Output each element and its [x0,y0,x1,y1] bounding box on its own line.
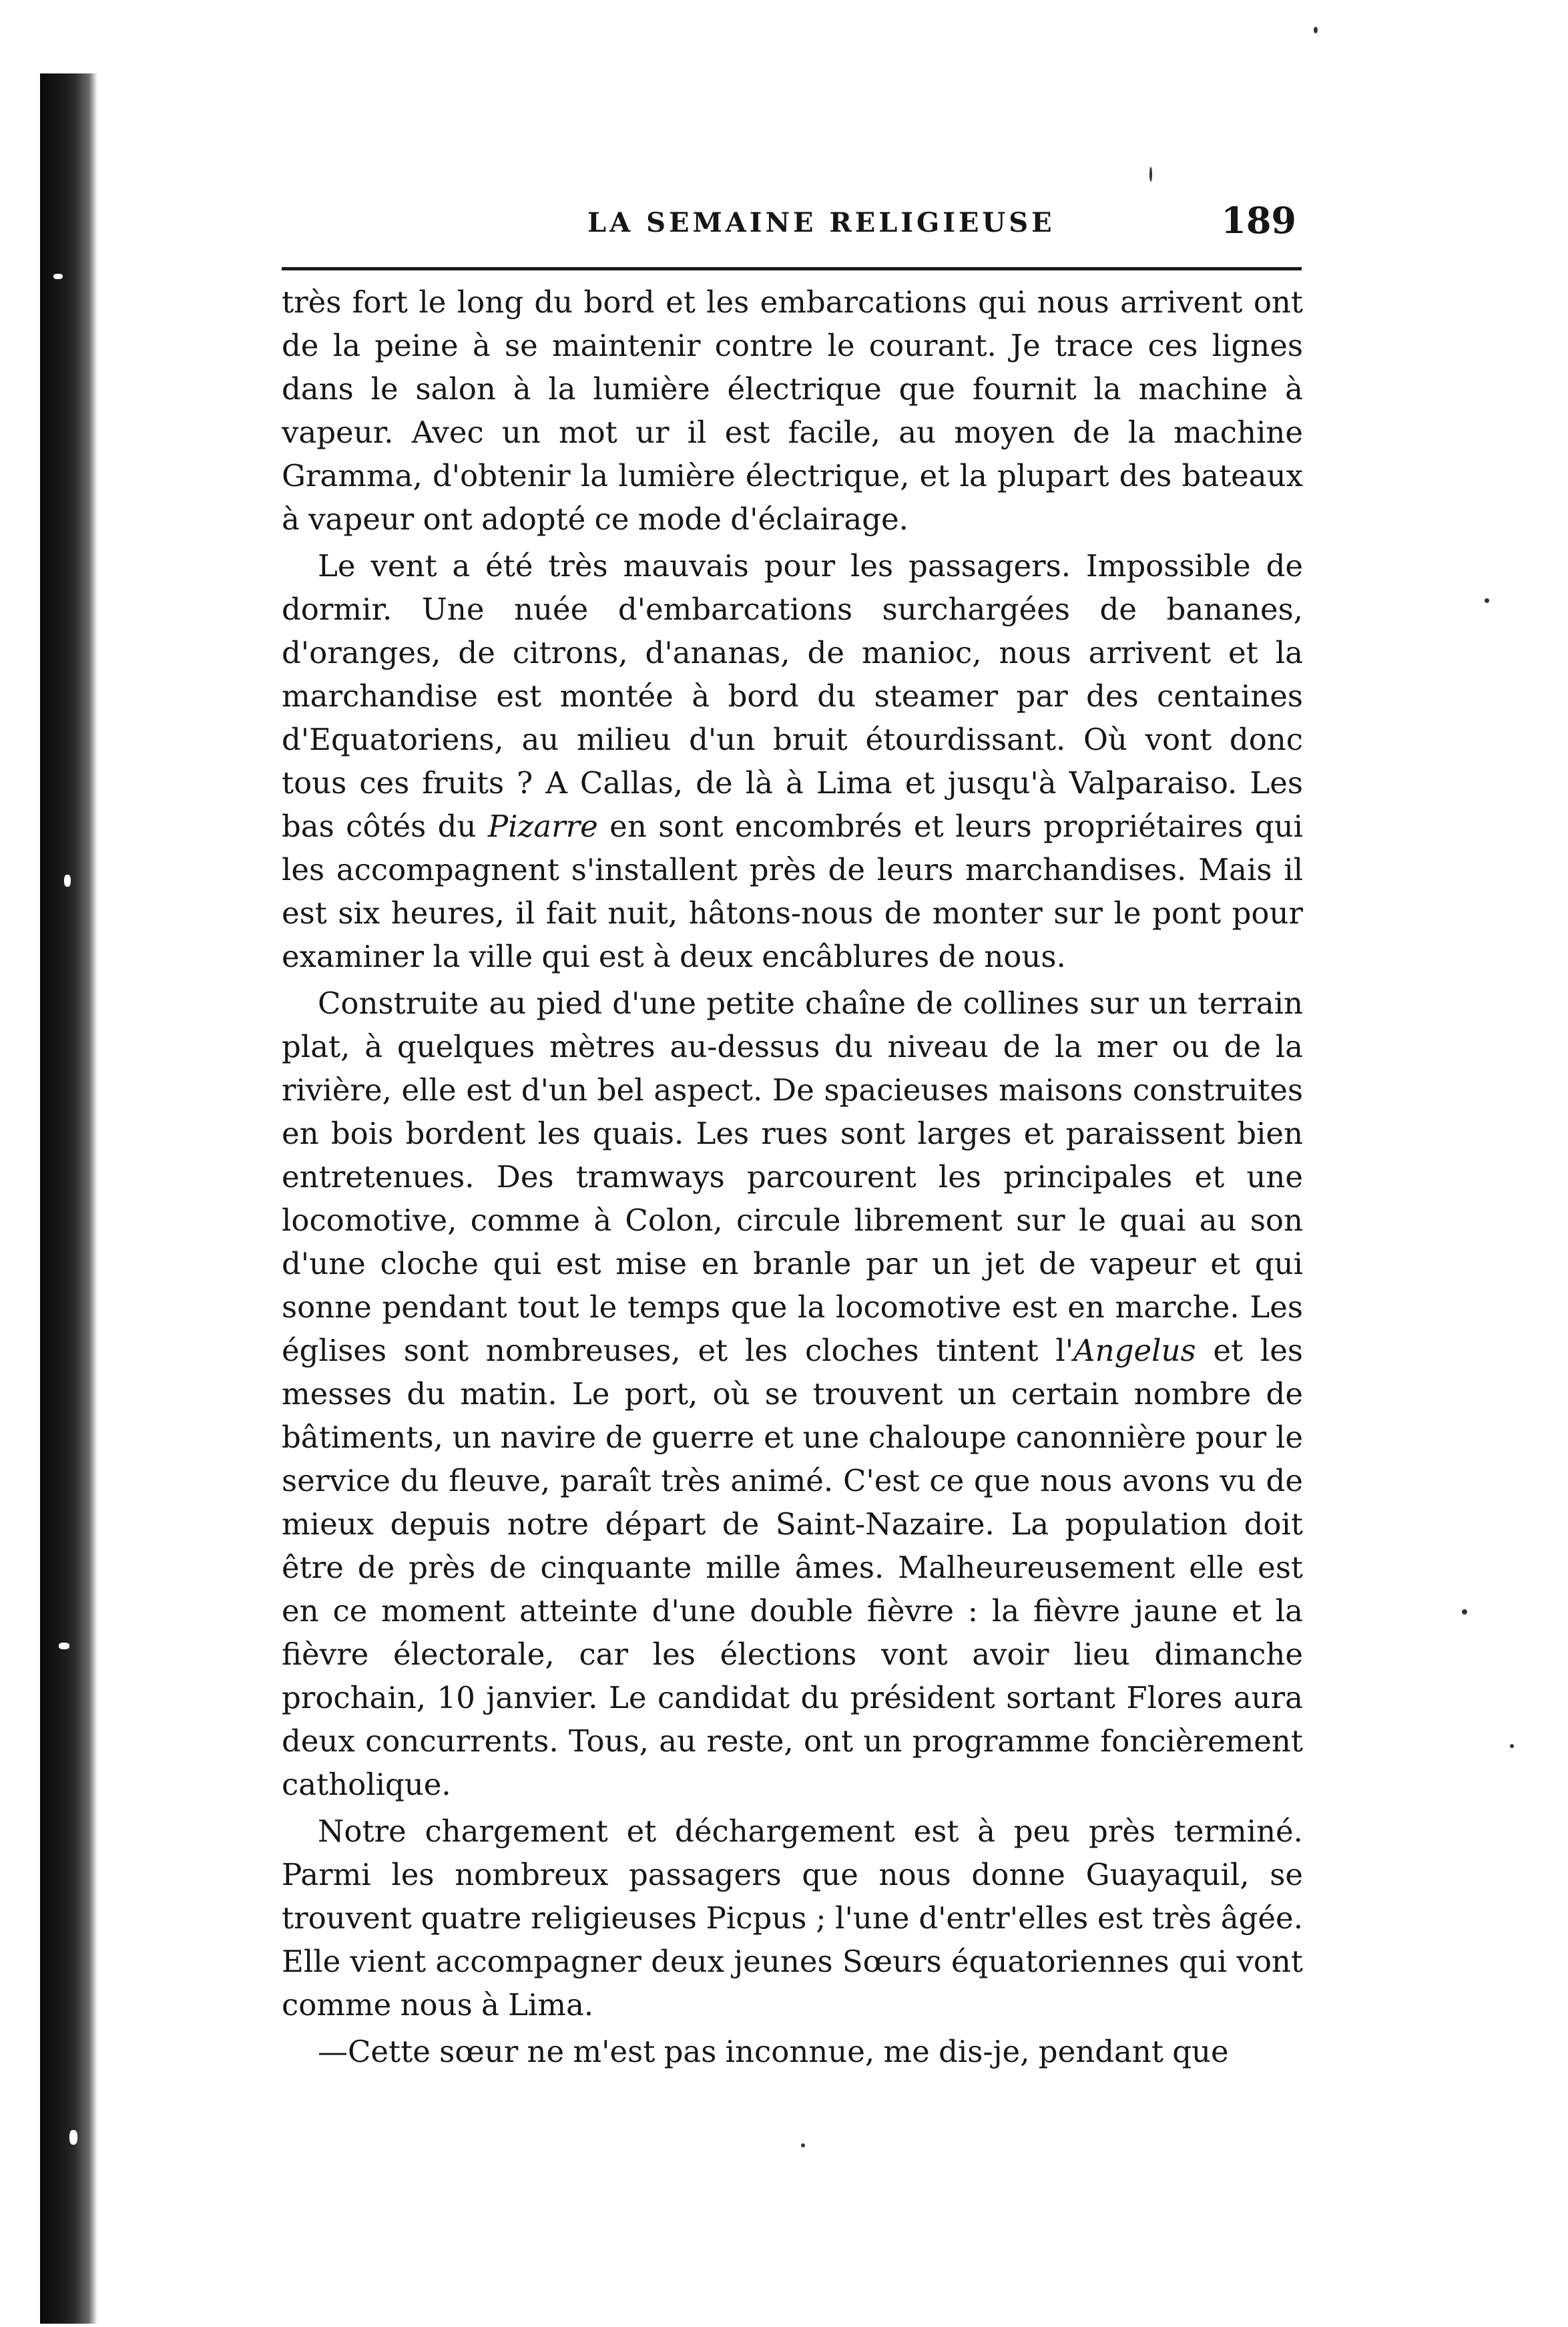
scan-speck [1510,1744,1514,1748]
book-binding-edge [40,73,97,2324]
header-rule [282,267,1302,270]
paragraph-4: Notre chargement et déchargement est à peu près terminé. Parmi les nombreux passagers que nous donne Guayaquil, se trouvent quatre religieuses Picpus ; l'une d'entr'elles est très âgée. Elle vient accompagner deux jeunes Sœurs équatoriennes qui vont comme nous à Lima. [282,1814,1303,2023]
paragraph-1: très fort le long du bord et les embarcations qui nous arrivent ont de la peine à se maintenir contre le courant. Je trace ces lignes dans le salon à la lumière électrique que fournit la machine à vapeur. Avec un mot ur il est facile, au moyen de la machine Gramma, d'obtenir la lumière électrique, et la plupart des bateaux à vapeur ont adopté ce mode d'éclairage. [282,284,1303,537]
scan-speck [1485,598,1489,603]
paragraph-3-text-b: et les messes du matin. Le port, où se trouvent un certain nombre de bâtiments, un navire de guerre et une chaloupe canonnière pour le service du fleuve, paraît très animé. C'est ce que nous avons vu de mieux depuis notre départ de Saint-Nazaire. La population doit être de près de cinquante mille âmes. Malheureusement elle est en ce moment atteinte d'une double fièvre : la fièvre jaune et la fièvre électorale, car les élections vont avoir lieu dimanche prochain, 10 janvier. Le candidat du président sortant Flores aura deux concurrents. Tous, au reste, ont un programme foncièrement catholique. [282,1333,1303,1802]
paragraph-2-text-a: Le vent a été très mauvais pour les passagers. Impossible de dormir. Une nuée d'embarcations surchargées de bananes, d'oranges, de citrons, d'ananas, de manioc, nous arrivent et la marchandise est montée à bord du steamer par des centaines d'Equatoriens, au milieu d'un bruit étourdissant. Où vont donc tous ces fruits ? A Callas, de là à Lima et jusqu'à Valparaiso. Les bas côtés du [282,548,1303,844]
binding-speck [69,2130,77,2145]
body-text [282,280,1303,2077]
paragraph-3 [282,982,1303,1806]
angelus-italic: Angelus [1073,1333,1196,1368]
binding-speck [64,875,71,887]
binding-speck [53,274,63,279]
paragraph-2 [282,544,1303,978]
scan-speck [1149,167,1152,182]
running-head: LA SEMAINE RELIGIEUSE [587,207,1055,238]
paragraph-5: —Cette sœur ne m'est pas inconnue, me dis-je, pendant que [318,2034,1229,2069]
ship-name-italic: Pizarre [487,809,598,844]
scan-speck [1314,27,1318,33]
page-header [280,199,1302,246]
binding-speck [59,1643,69,1649]
scan-speck [801,2143,805,2147]
paragraph-3-text-a: Construite au pied d'une petite chaîne de collines sur un terrain plat, à quelques mètres au-dessus du niveau de la mer ou de la rivière, elle est d'un bel aspect. De spacieuses maisons construites en bois bordent les quais. Les rues sont larges et paraissent bien entretenues. Des tramways parcourent les principales et une locomotive, comme à Colon, circule librement sur le quai au son d'une cloche qui est mise en branle par un jet de vapeur et qui sonne pendant tout le temps que la locomotive est en marche. Les églises sont nombreuses, et les cloches tintent l' [282,986,1303,1368]
page-number: 189 [1221,199,1296,242]
scan-speck [1462,1609,1467,1615]
paragraph-2-text-b: en sont encombrés et leurs propriétaires qui les accompagnent s'installent près de leurs marchandises. Mais il est six heures, il fait nuit, hâtons-nous de monter sur le pont pour examiner la ville qui est à deux encâblures de nous. [282,809,1303,974]
